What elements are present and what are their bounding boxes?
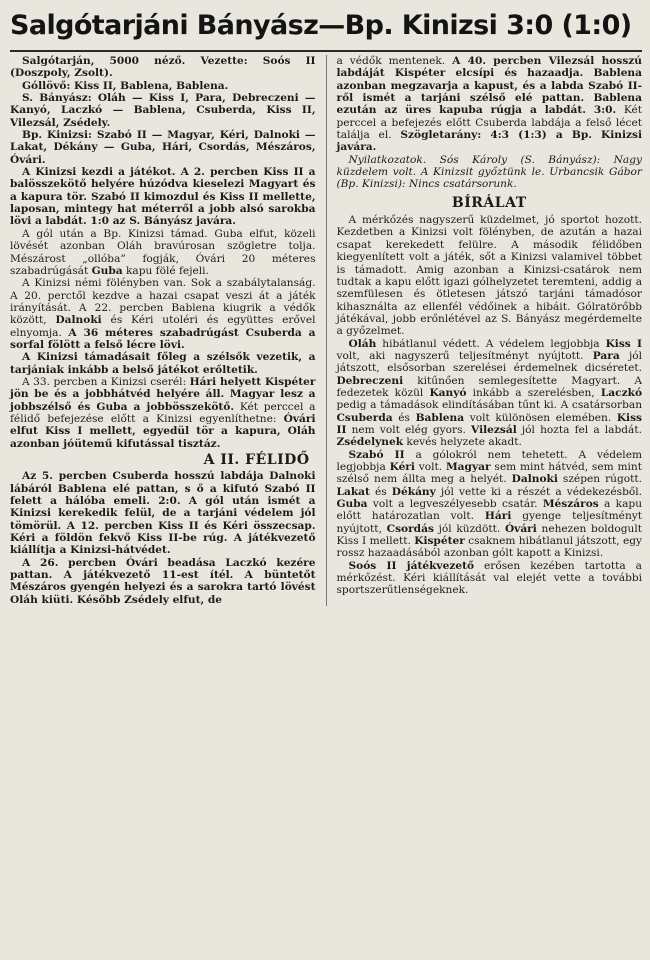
bold-text: Szabó II [348,448,405,461]
text-run: jól küzdött. [433,522,505,535]
right-column [337,55,643,606]
bold-text: Kiss I [605,337,643,350]
bold-text: Kispéter [414,535,465,548]
left-paragraphs-second-half [10,470,316,606]
bold-text: S. Bányász: Oláh — Kiss I, Para, Debreczeni — Kanyó, Laczkó — Bablena, Csuberda, Kiss II, Vilezsál, Zsédely. [10,92,316,129]
bold-text: Csordás [386,522,434,535]
bold-text: Kanyó [429,386,467,399]
left-paragraphs [10,55,316,450]
bold-text: Bp. Kinizsi: Szabó II — Magyar, Kéri, Dalnoki — Lakat, Dékány — Guba, Hári, Csordás, Mészáros, Óvári. [10,129,316,166]
text-run: nem volt elég gyors. [346,423,472,436]
bold-text: Szögletarány: 4:3 (1:3) a Bp. Kinizsi javára. [336,129,643,154]
article-paragraph [10,166,316,228]
bold-text: Vilezsál [471,423,517,436]
text-run: kapu fölé fejeli. [122,264,209,277]
text-run: sem mint hátvéd, sem mint szélső nem állta meg a helyét. [336,461,643,486]
text-run: csaknem hibátlanul játszott, egy rossz hazaadásából azonban gólt kapott a Kinizsi. [336,535,643,560]
bold-text: Dékány [391,485,436,498]
bold-text: Mészáros [542,498,599,511]
article-paragraph [337,214,643,337]
bold-text: Kiss II [336,411,643,436]
headline: Salgótarjáni Bányász—Bp. Kinizsi 3:0 (1:0) [10,10,632,41]
bold-text: Oláh [348,337,377,350]
article-paragraph [10,277,316,351]
bold-text: A 26. percben Óvári beadása Laczkó kezére pattan. A játékvezető 11-est ítél. A büntetőt Mészáros gyengén helyezi és a sarokra tartó lövést Oláh kiüti. Később Zsédely elfut, de [10,556,316,606]
text-run: volt, aki nagyszerű teljesítményt nyújtott. [336,349,593,362]
text-run: a gólokról nem tehetett. A védelem legjobbja [336,448,643,473]
text-run: a védők mentenek. [336,55,453,67]
article-paragraph [337,55,643,154]
text-run: és [392,411,416,424]
text-run: volt a legveszélyesebb csatár. [367,498,543,511]
bold-text: Soós II játékvezető [348,559,475,572]
article-paragraph [10,557,316,606]
text-run: és Kéri utoléri és együttes erővel elnyomja. [10,314,316,339]
article-paragraph [10,228,316,277]
bold-text: Laczkó [600,386,643,399]
text-run: nehezen boldogult Kiss I mellett. [336,522,643,548]
review-paragraphs [337,214,643,597]
text-run: pedig a támadások elindításában tűnt ki. A csatársorban [336,399,643,412]
text-run: erősen kezében tartotta a mérkőzést. Kéri kiállítását [336,559,642,585]
text-run: A mérkőzés nagyszerű küzdelmet, jó sportot hozott. Kezdetben a Kinizsi volt fölényben, de azután a hazai csapat kerekedett felülre. A második félidőben kiegyenlített volt a játék, sőt a Kinizsi valamivel többet is támadott. Amig azonban a Kinizsi-csatárok nem tudtak a kapu előtt igazi gólhelyzetet teremteni, addig a szemfülesen és ötletesen játszó tarjáni támadósor kihasználta az ellenfél védőinek a hibáit. Gólratörőbb játékával, jobb erőnlétével az S. Bányász megérdemelte a győzelmet. [336,214,643,338]
text-run: gyenge teljesítményt nyújtott, [336,510,643,535]
text-run: és [369,485,392,498]
column-divider [326,55,327,606]
article-paragraph [10,80,316,92]
article-paragraph [10,470,316,556]
text-run: kitűnően semlegesítette Magyart. A fedezetek közül [336,374,643,399]
second-half-heading: A II. FÉLIDŐ [203,452,310,468]
article-paragraph [337,560,643,597]
bold-text: Az 5. percben Csuberda hosszú labdája Dalnoki lábáról Bablena elé pattan, s ő a kifutó Szabó II felett a hálóba emeli. 2:0. A gól után ismét a Kinizsi kerekedik felül, de a tarjáni védelem jól tömörül. A 12. percben Kiss II és Kéri összecsap. Kéri a földön fekvő Kiss II-be rúg. A játékvezető kiállítja a Kinizsi-hátvédet. [10,470,316,557]
article-paragraph [10,129,316,166]
text-run: jól hozta fel a labdát. [516,423,643,436]
bold-text: Bablena [415,411,465,424]
review-heading: BÍRÁLAT [451,194,527,211]
text-run: jól vette ki a részét a védekezésből. [435,485,642,498]
text-run: hibátlanul védett. A védelem legjobbja [376,337,606,350]
text-run: volt különösen elemében. [464,411,617,424]
text-run: val elejét vette a további sportszerűtlenségeknek. [336,572,643,597]
text-run: kevés helyzete akadt. [403,436,522,449]
bold-text: Zsédelynek [336,436,404,449]
bold-text: Kéri [389,461,415,473]
text-run: szépen rúgott. [557,473,643,486]
text-run: inkább a szerelésben, [466,386,601,399]
article-paragraph [10,55,316,80]
bold-text: Guba [336,498,368,511]
article-paragraph [10,92,316,129]
bold-text: Para [592,349,620,362]
article-paragraph [337,338,643,449]
bold-text: Guba [91,264,123,277]
article-columns [10,55,642,606]
bold-text: A Kinizsi kezdi a játékot. A 2. percben Kiss II a balösszekötő helyére húzódva kieselezi Magyart és a kapura tör. Szabó II kimozdul és Kiss II mellette, laposan, mintegy hat méterről a jobb alsó sarokba lövi a labdát. 1:0 az S. Bányász javára. [10,166,316,228]
bold-text: Dalnoki [511,473,558,486]
article-paragraph [10,376,316,450]
bold-text: Dalnoki [55,314,102,327]
bold-text: Hári [484,510,512,523]
text-run: A Kinizsi némi fölényben van. Sok a szabálytalanság. A 20. perctől kezdve a hazai csapat veszi át a játék irányítását. A 22. percben Bablena kiugrik a védők között, [10,277,316,327]
bold-text: Hári helyett Kispéter jön be és a jobbhátvéd helyére áll. Magyar lesz a jobbszélső és Guba a jobbösszekötő. [10,375,316,413]
article-paragraph [337,154,643,191]
italic-text: Nyilatkozatok. Sós Károly (S. Bányász): Nagy küzdelem volt. A Kinizsit győztünk le. Urbancsik Gábor (Bp. Kinizsi): Nincs csatársorunk. [336,153,643,191]
bold-text: Salgótarján, 5000 néző. Vezette: Soós II (Doszpoly, Zsolt). [10,55,316,80]
text-run: Két perccel a félidő befejezése előtt a Kinizsi egyenlíthetne: [10,400,316,425]
bold-text: Magyar [445,461,491,473]
right-paragraphs [337,55,643,191]
bold-text: Óvári [504,522,537,535]
text-run: Két perccel a befejezés előtt Csuberda labdája a felső lécet találja el. [336,104,643,142]
headline-rule [10,50,642,52]
text-run: a kapu előtt határozatlan volt. [336,498,643,523]
bold-text: A 36 méteres szabadrúgást Csuberda a sorfal fölött a felső lécre lövi. [10,326,316,351]
bold-text: A Kinizsi támadásait főleg a szélsők vezetik, a tarjániak inkább a belső játékot erőltetik. [10,351,316,376]
text-run: jól játszott, elsősorban szerelései érdemelnek dicséretet. [336,349,643,375]
text-run: volt. [414,461,446,473]
text-run: A 33. percben a Kinizsi cserél: [22,375,190,388]
left-column [10,55,316,606]
bold-text: Óvári elfut Kiss I mellett, egyedül tör a kapura, Oláh azonban jóütemű kifutással tisztáz. [10,412,316,450]
bold-text: Csuberda [336,411,393,424]
bold-text: Lakat [336,485,370,498]
bold-text: A 40. percben Vilezsál hosszú labdáját Kispéter elcsípi és hazaadja. Bablena azonban megzavarja a kapust, és a labda Szabó II-ről ismét a tarjáni szélső elé pattan. Bablena ezután az üres kapuba rúgja a labdát. 3:0. [336,55,643,117]
article-paragraph [337,449,643,560]
article-paragraph [10,351,316,376]
bold-text: Debreczeni [336,374,404,387]
bold-text: Góllövő: Kiss II, Bablena, Bablena. [22,79,229,92]
text-run: A gól után a Bp. Kinizsi támad. Guba elfut, közeli lövését azonban Oláh bravúrosan szögletre tolja. Mészárost „ollóba” fogják, Óvári 20 méteres szabadrúgását [10,227,316,277]
